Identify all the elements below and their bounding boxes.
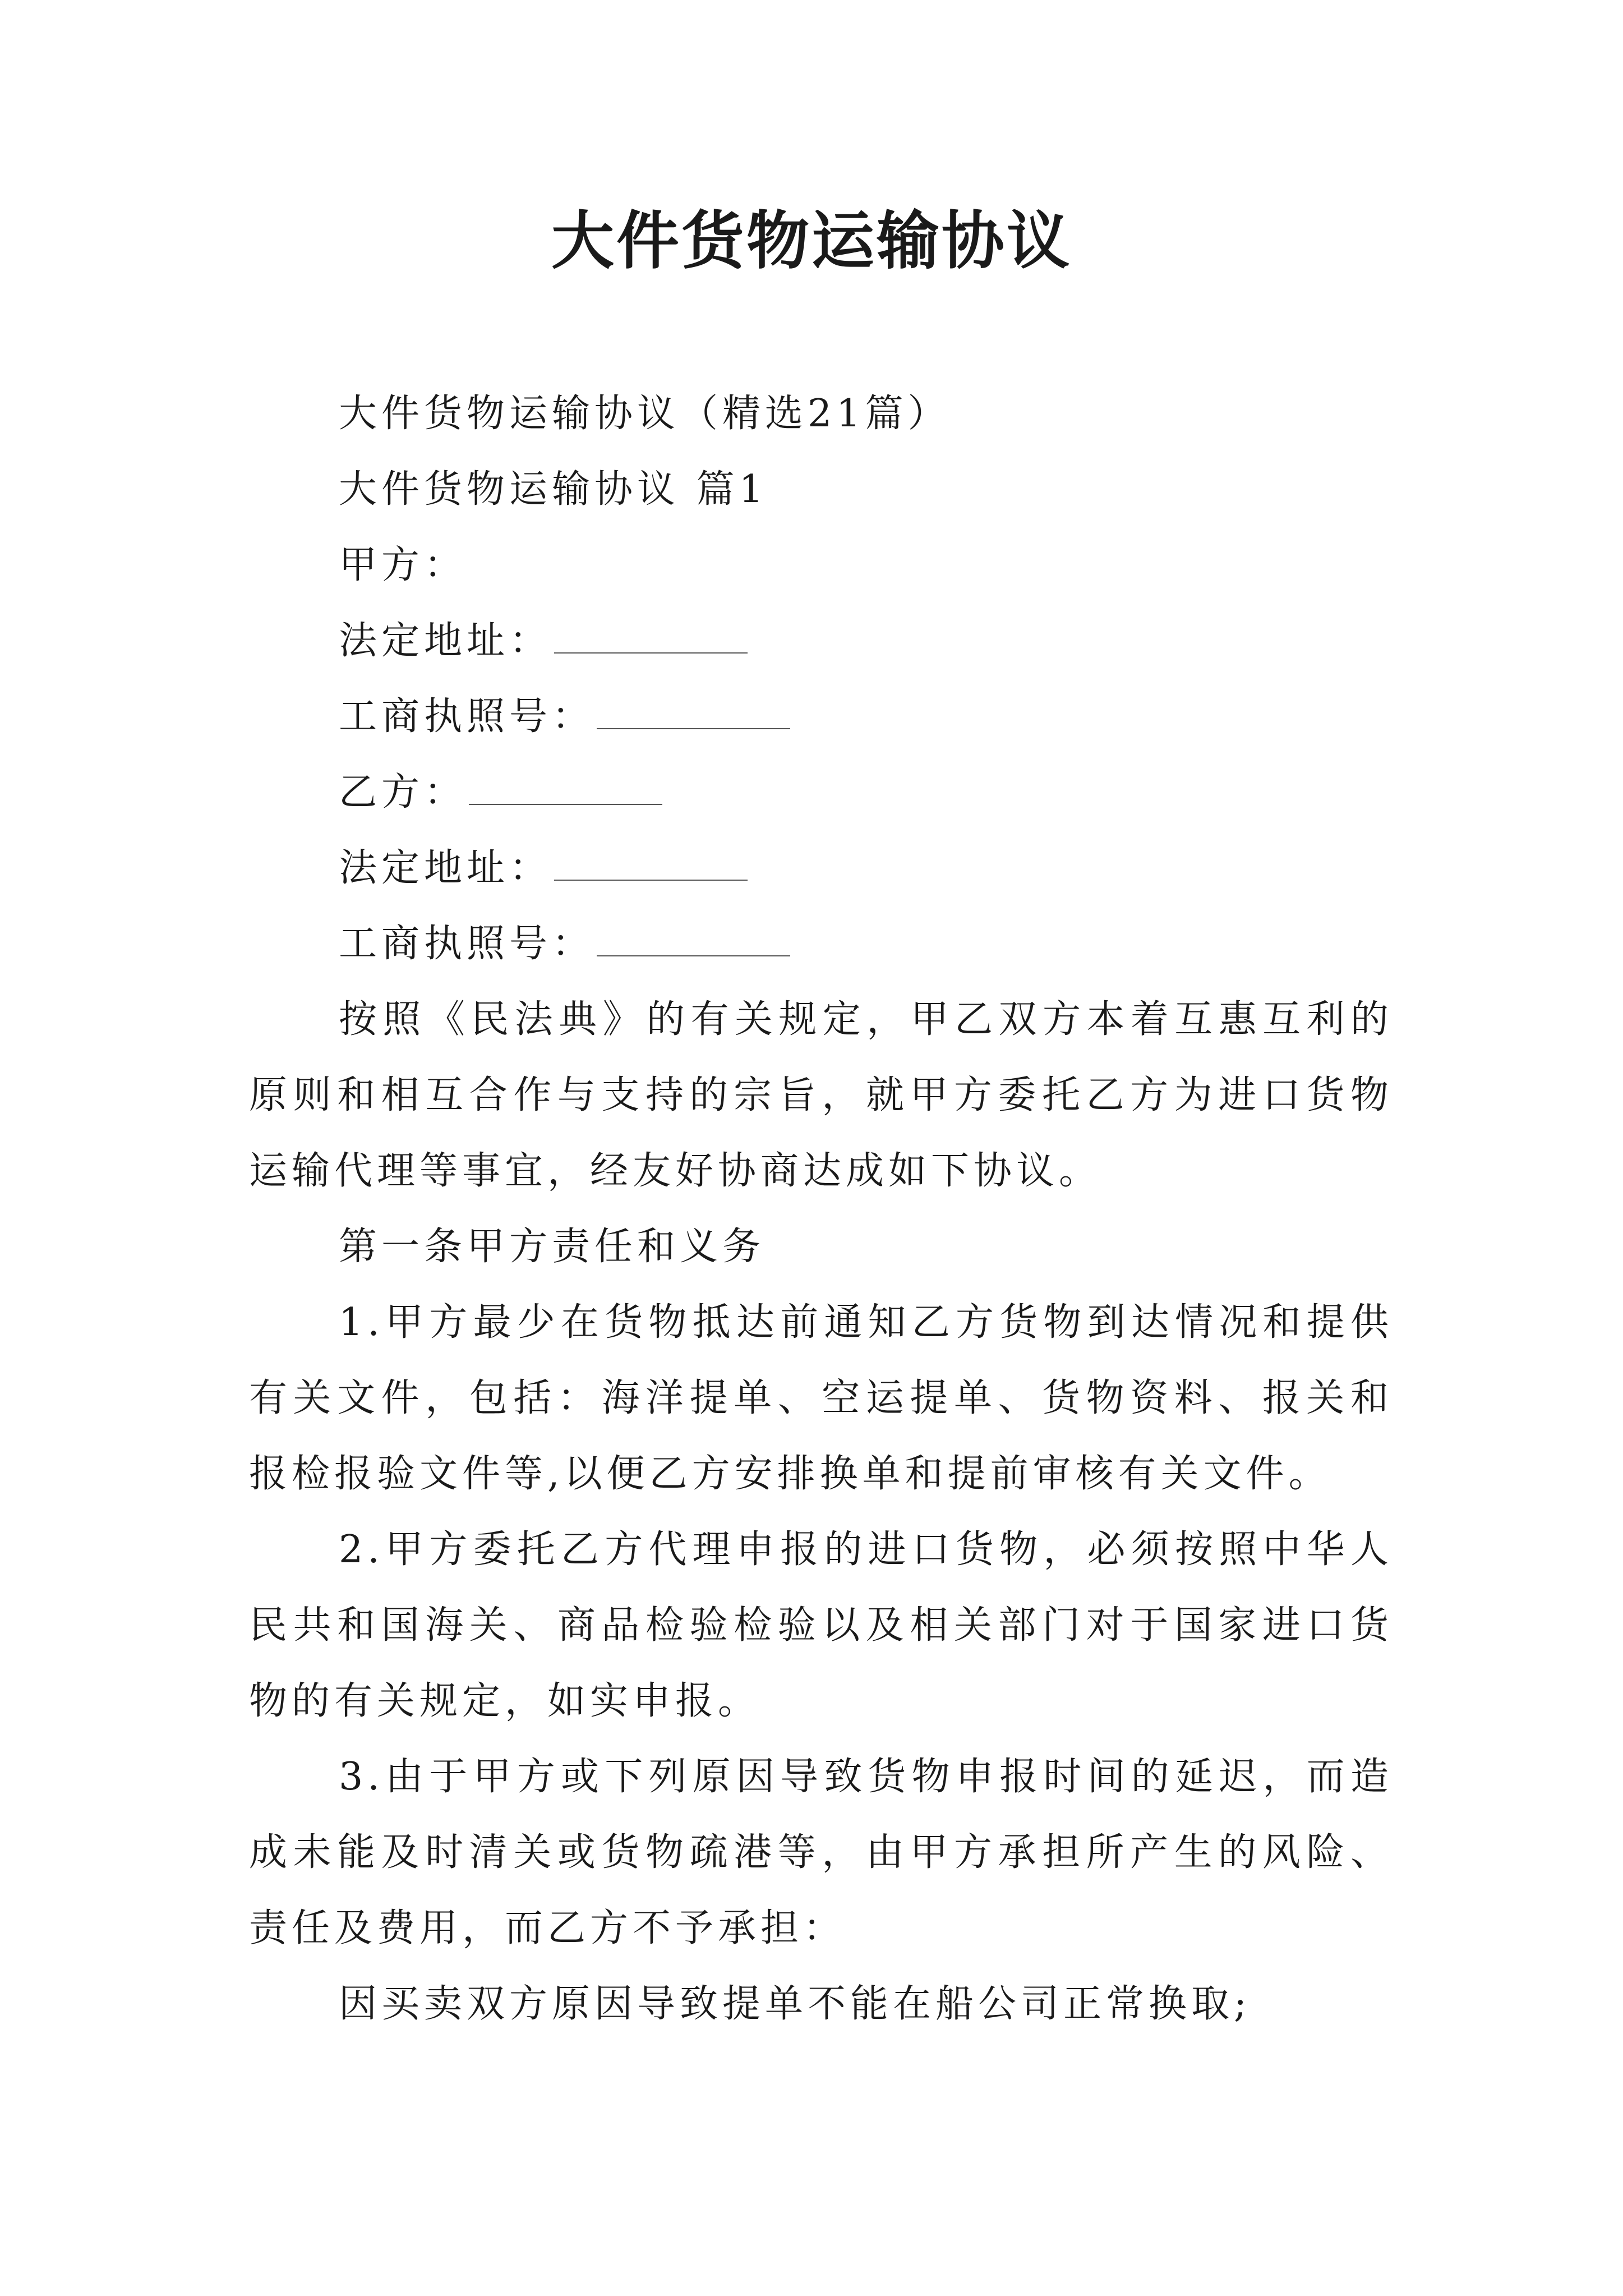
intro-paragraph: 按照《民法典》的有关规定，甲乙双方本着互惠互利的原则和相互合作与支持的宗旨，就甲方委托乙方为进口货物运输代理等事宜，经友好协商达成如下协议。: [249, 997, 1393, 1193]
party-a-address-blank: [554, 621, 748, 654]
party-a-address-label: 法定地址：: [339, 619, 552, 663]
party-a-license-blank: [597, 697, 790, 729]
party-b-label: 乙方：: [339, 770, 467, 815]
party-b-line: [249, 754, 1393, 830]
article-1-heading: 第一条甲方责任和义务: [339, 1225, 766, 1269]
article-1-item-3-reason-1: 因买卖双方原因导致提单不能在船公司正常换取;: [339, 1982, 1251, 2026]
party-a-license-line: [249, 679, 1393, 754]
party-b-license-label: 工商执照号：: [339, 922, 595, 966]
party-a-line: [249, 527, 1393, 603]
document-title: 大件货物运输协议: [551, 204, 1072, 278]
party-a-label: 甲方：: [339, 543, 467, 587]
document-subtitle: 大件货物运输协议（精选21篇）: [339, 392, 951, 436]
party-b-address-line: [249, 830, 1393, 906]
section-heading: 大件货物运输协议 篇1: [339, 467, 768, 512]
party-b-license-line: [249, 906, 1393, 982]
party-b-address-blank: [554, 848, 748, 881]
party-a-license-label: 工商执照号：: [339, 694, 595, 739]
article-1-item-1: 1.甲方最少在货物抵达前通知乙方货物到达情况和提供有关文件，包括：海洋提单、空运提单、货物资料、报关和报检报验文件等,以便乙方安排换单和提前审核有关文件。: [249, 1300, 1393, 1496]
party-b-blank: [469, 772, 662, 805]
article-1-item-3: 3.由于甲方或下列原因导致货物申报时间的延迟，而造成未能及时清关或货物疏港等，由甲方承担所产生的风险、责任及费用，而乙方不予承担：: [249, 1755, 1393, 1950]
party-b-address-label: 法定地址：: [339, 846, 552, 890]
party-b-license-blank: [597, 924, 790, 956]
document-body: [249, 376, 1393, 2042]
party-a-address-line: [249, 603, 1393, 679]
article-1-item-2: 2.甲方委托乙方代理申报的进口货物，必须按照中华人民共和国海关、商品检验检验以及相关部门对于国家进口货物的有关规定，如实申报。: [249, 1527, 1393, 1723]
